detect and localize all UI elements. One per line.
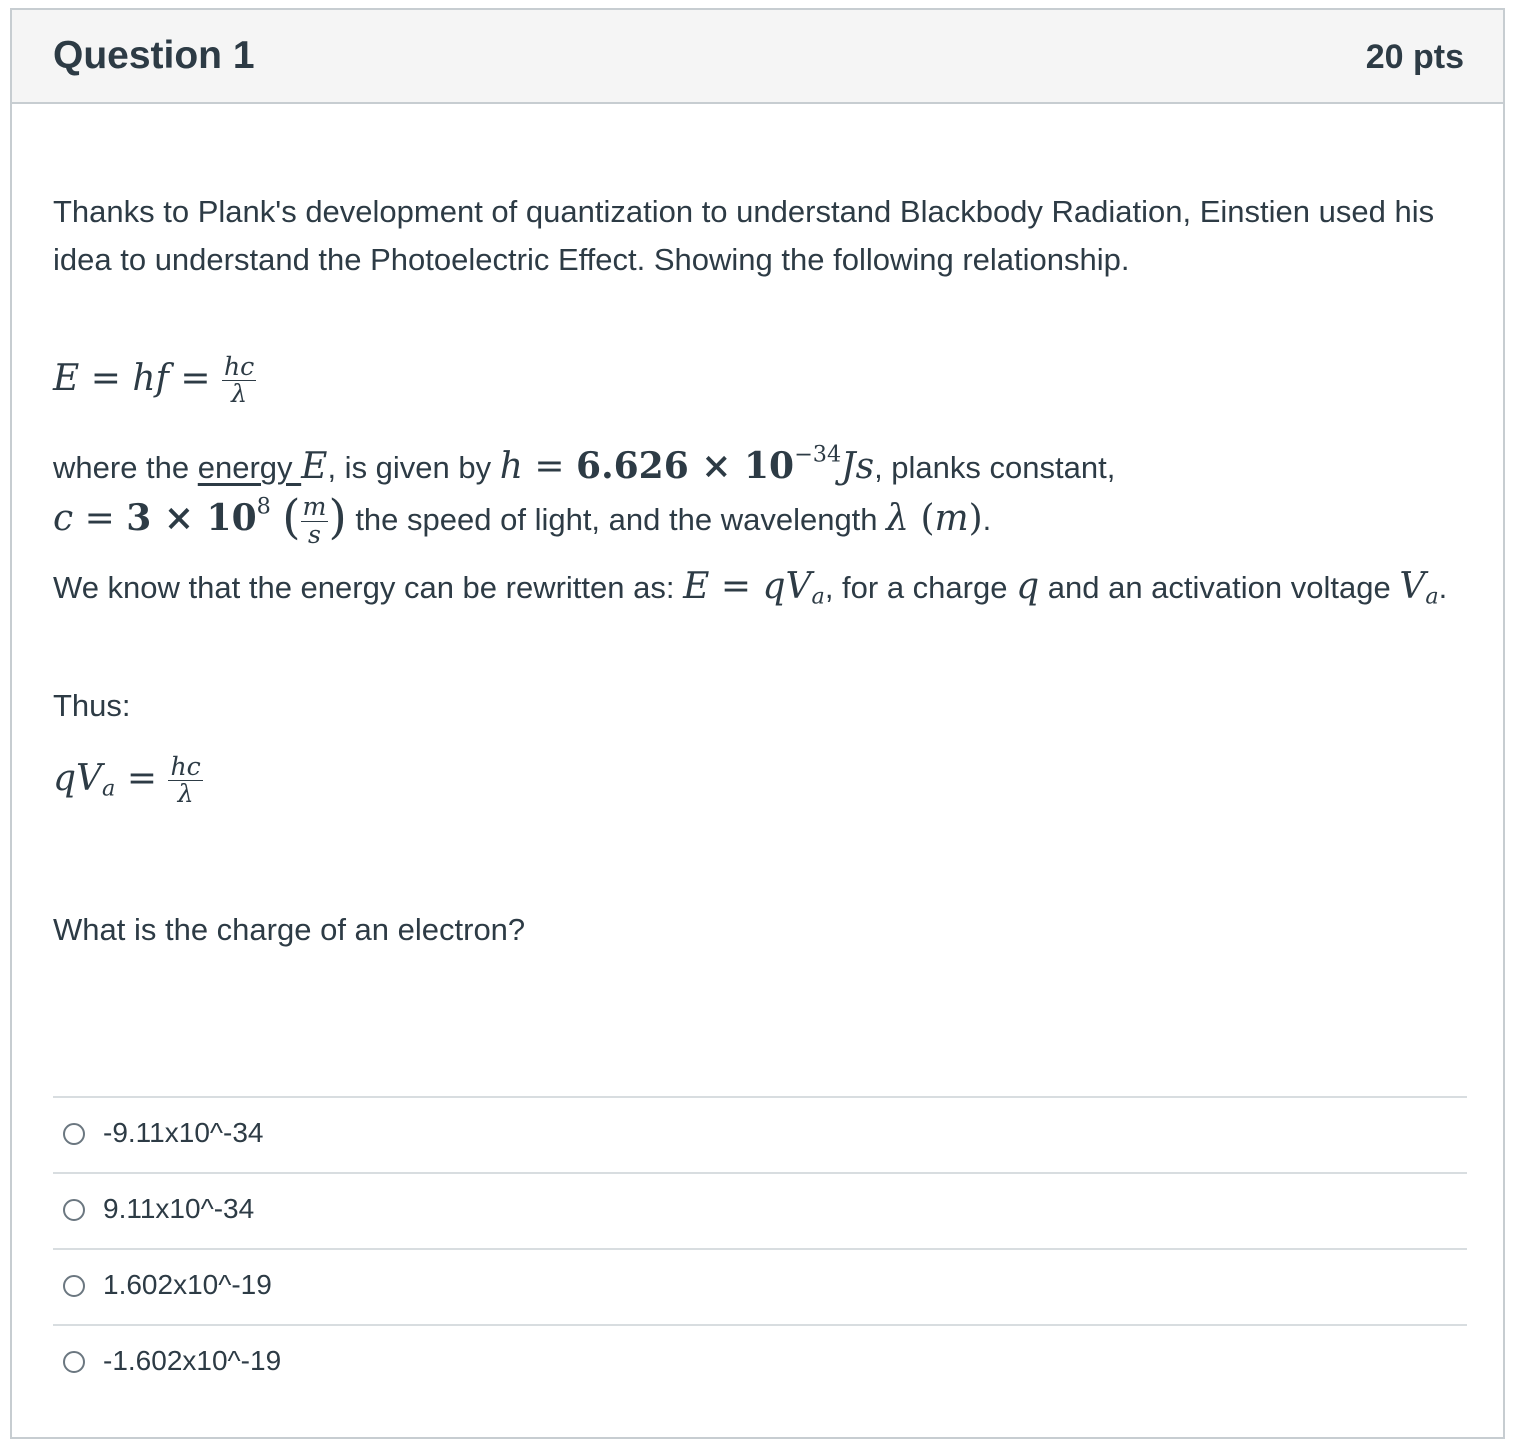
answer-option[interactable]: [53, 1248, 1467, 1324]
answer-label[interactable]: 9.11x10^-34: [103, 1193, 255, 1224]
thus-label: Thus:: [53, 688, 131, 723]
question-intro: Thanks to Plank's development of quantization to understand Blackbody Radiation, Einstien used his idea to understand the Photoelectric Effect. Showing the following relationship.: [53, 194, 1435, 277]
energy-rewrite: We know that the energy can be rewritten as: $E = qV_a$, for a charge q and an activation voltage $V_a$.: [53, 566, 1448, 610]
equation-charge-voltage: $qV_a$ = $\frac{hc}{\lambda}$: [53, 752, 201, 809]
radio-button[interactable]: [63, 1275, 85, 1297]
radio-button[interactable]: [63, 1351, 85, 1373]
answer-option[interactable]: [53, 1324, 1467, 1402]
answer-option[interactable]: [53, 1172, 1467, 1248]
answer-label[interactable]: 1.602x10^-19: [103, 1269, 272, 1300]
answer-label[interactable]: -1.602x10^-19: [103, 1345, 282, 1376]
radio-button[interactable]: [63, 1199, 85, 1221]
question-prompt: What is the charge of an electron?: [53, 912, 526, 947]
energy-link[interactable]: energy: [197, 450, 302, 485]
constants-description: where the energy E, is given by $h = 6.626 \times 10^{-34}Js$, planks constant, $c = 3 \times 10^8$ ( $\frac{m}{s}$ ) the speed of light, and the wavelength λ (m).: [53, 441, 1116, 549]
question-header: [12, 10, 1503, 104]
answer-list: [53, 1096, 1467, 1402]
answer-option[interactable]: [53, 1096, 1467, 1172]
answer-label[interactable]: -9.11x10^-34: [103, 1117, 264, 1148]
question-points: 20 pts: [1365, 38, 1464, 76]
equation-energy: E = hf = $\frac{hc}{\lambda}$: [53, 352, 255, 409]
question-title: Question 1: [53, 34, 255, 77]
question-card: [10, 8, 1505, 1439]
radio-button[interactable]: [63, 1123, 85, 1145]
